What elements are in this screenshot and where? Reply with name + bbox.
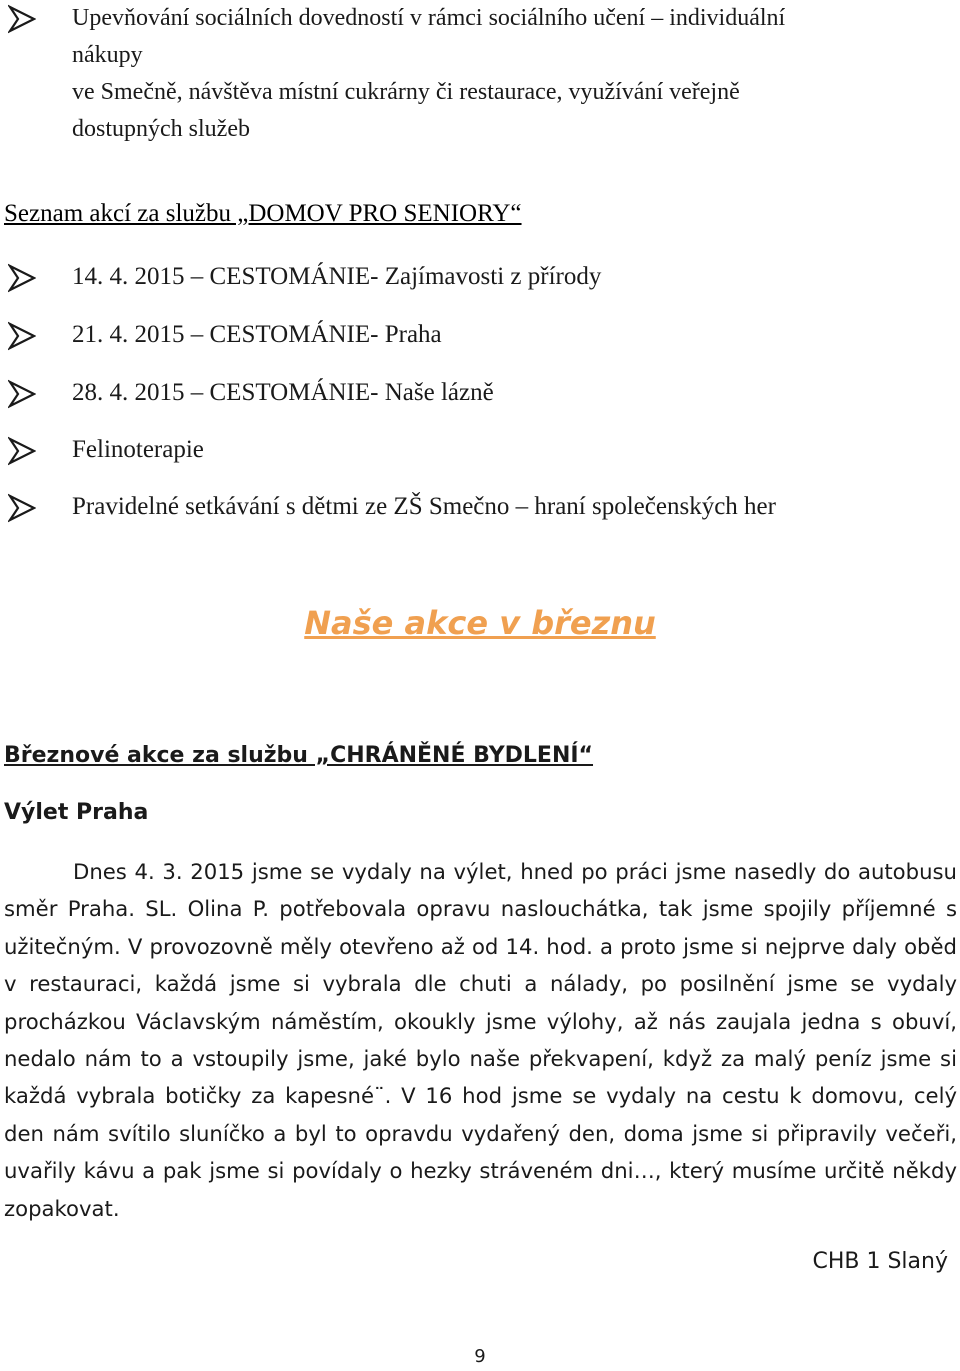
arrow-bullet-icon [8, 263, 36, 293]
trip-title: Výlet Praha [4, 800, 149, 825]
intro-line: dostupných služeb [72, 116, 250, 142]
list-item-label: 28. 4. 2015 – CESTOMÁNIE- Naše lázně [72, 379, 494, 406]
list-item-label: Pravidelné setkávání s dětmi ze ZŠ Smečno – hraní společenských her [72, 493, 776, 520]
list-item [8, 317, 948, 353]
intro-line: ve Smečně, návštěva místní cukrárny či restaurace, využívání veřejně [72, 79, 740, 105]
signature: CHB 1 Slaný [812, 1249, 948, 1274]
arrow-bullet-icon [8, 493, 36, 523]
trip-paragraph: Dnes 4. 3. 2015 jsme se vydaly na výlet, hned po práci jsme nasedly do autobusu směr Praha. SL. Olina P. potřebovala opravu naslouchátka, tak jsme spojily příjemné s užitečným. V provozovně měly otevřeno až od 14. hod. a proto jsme si nejprve daly oběd v restauraci, každá jsme si vybrala dle chuti a nálady, po posilnění jsme se vydaly procházkou Václavským náměstím, okoukly jsme výlohy, až nás zaujala jedna s obuví, nedalo nám to a vstoupily jsme, jaké bylo naše překvapení, když za malý peníz jsme si každá vybrala botičky za kapesné¨. V 16 hod jsme se vydaly na cestu k domovu, celý den nám svítilo sluníčko a byl to opravdu vydařený den, doma jsme si připravily večeři, uvařily kávu a pak jsme si povídaly o hezky stráveném dni…, který musíme určitě někdy zopakovat. [4, 859, 957, 1221]
march-title: Naše akce v březnu [304, 604, 656, 642]
page-number: 9 [474, 1346, 486, 1367]
intro-bullet [8, 0, 948, 148]
arrow-bullet-icon [8, 436, 36, 466]
section-heading: Březnové akce za službu „CHRÁNĚNÉ BYDLENÍ“ [4, 743, 594, 768]
list-item [8, 432, 948, 468]
list-item-label: Felinoterapie [72, 436, 204, 463]
arrow-bullet-icon [8, 321, 36, 351]
arrow-bullet-icon [8, 379, 36, 409]
list-item [8, 259, 948, 295]
list-item [8, 375, 948, 411]
arrow-bullet-icon [8, 4, 36, 34]
intro-line: nákupy [72, 42, 143, 68]
list-item-label: 21. 4. 2015 – CESTOMÁNIE- Praha [72, 321, 442, 348]
seniory-heading: Seznam akcí za službu „DOMOV PRO SENIORY“ [4, 200, 522, 227]
intro-line: Upevňování sociálních dovedností v rámci sociálního učení – individuální [72, 5, 786, 31]
list-item [8, 489, 948, 525]
list-item-label: 14. 4. 2015 – CESTOMÁNIE- Zajímavosti z přírody [72, 263, 602, 290]
